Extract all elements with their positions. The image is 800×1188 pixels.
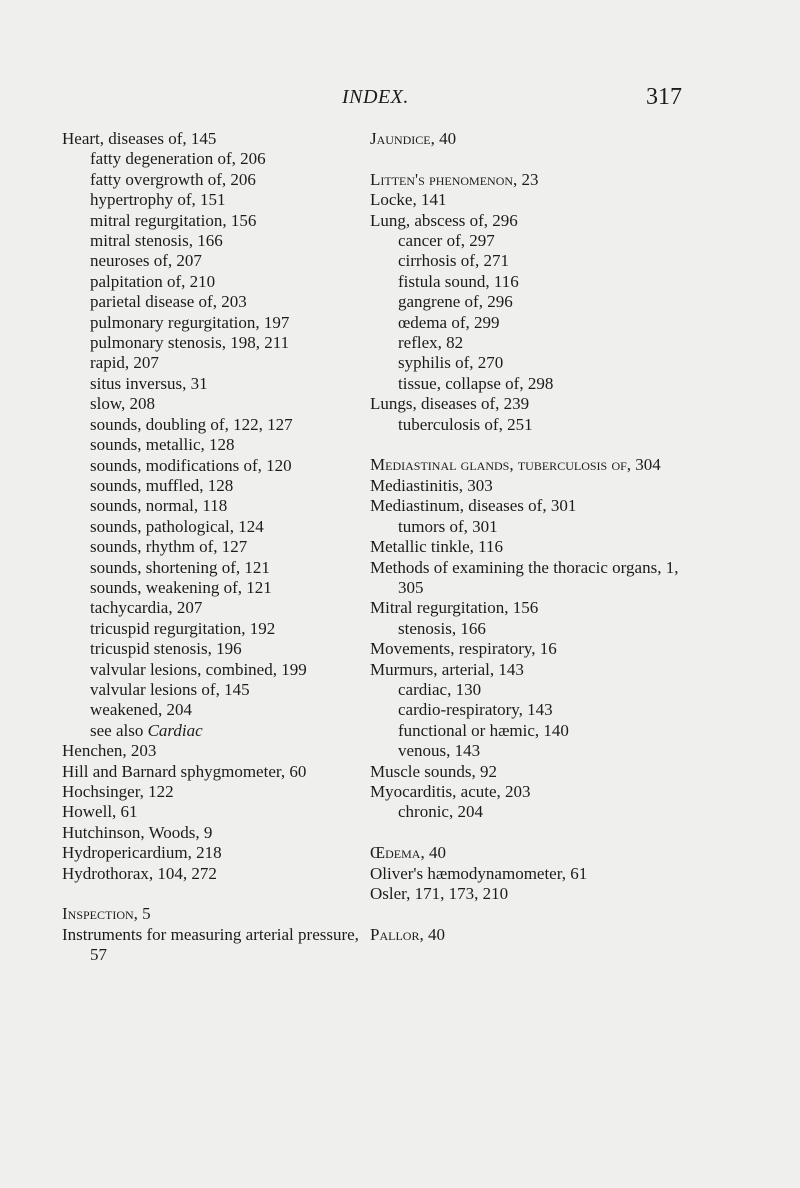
index-subentry: sounds, pathological, 124 — [90, 516, 264, 536]
index-subentry: chronic, 204 — [398, 802, 483, 822]
index-subentry: valvular lesions, combined, 199 — [90, 659, 307, 679]
index-subentry: gangrene of, 296 — [398, 292, 513, 312]
index-subentry: sounds, weakening of, 121 — [90, 577, 272, 597]
index-subentry: sounds, modifications of, 120 — [90, 455, 292, 475]
index-entry: Hill and Barnard sphygmometer, 60 — [62, 761, 307, 781]
index-see-also — [62, 721, 362, 741]
index-entry: Litten's phenomenon, 23 — [370, 169, 539, 189]
index-subentry: sounds, metallic, 128 — [90, 435, 235, 455]
index-entry: Hydropericardium, 218 — [62, 843, 222, 863]
index-subentry: tuberculosis of, 251 — [398, 414, 533, 434]
index-subentry: syphilis of, 270 — [398, 353, 504, 373]
index-entry: Hutchinson, Woods, 9 — [62, 822, 213, 842]
index-entry: Mitral regurgitation, 156 — [370, 598, 539, 618]
index-subentry: sounds, shortening of, 121 — [90, 557, 270, 577]
index-entry: Mediastinal glands, tuberculosis of, 304 — [370, 455, 661, 475]
index-subentry: sounds, doubling of, 122, 127 — [90, 414, 293, 434]
letter-gap — [62, 884, 362, 904]
index-entry: Movements, respiratory, 16 — [370, 639, 557, 659]
index-subentry: stenosis, 166 — [398, 618, 486, 638]
index-entry: Hydrothorax, 104, 272 — [62, 863, 217, 883]
letter-gap — [370, 904, 700, 924]
letter-gap — [370, 435, 700, 455]
index-subentry: cancer of, 297 — [398, 231, 495, 251]
index-subentry: palpitation of, 210 — [90, 271, 216, 291]
index-subentry: neuroses of, 207 — [90, 251, 202, 271]
left-column — [62, 129, 362, 966]
index-subentry: pulmonary stenosis, 198, 211 — [90, 333, 290, 353]
index-entry: Pallor, 40 — [370, 924, 445, 944]
index-subentry: sounds, muffled, 128 — [90, 475, 234, 495]
index-subentry: situs inversus, 31 — [90, 373, 208, 393]
index-subentry: valvular lesions of, 145 — [90, 679, 250, 699]
index-subentry: parietal disease of, 203 — [90, 292, 247, 312]
index-subentry: reflex, 82 — [398, 333, 464, 353]
index-entry: Methods of examining the thoracic organs, 1, 305 — [370, 557, 679, 597]
index-subentry: tissue, collapse of, 298 — [398, 373, 554, 393]
index-entry: Myocarditis, acute, 203 — [370, 781, 531, 801]
index-entry: Mediastinitis, 303 — [370, 475, 493, 495]
index-entry: Instruments for measuring arterial pressure, 57 — [62, 924, 359, 965]
index-entry: Howell, 61 — [62, 802, 138, 822]
index-subentry: rapid, 207 — [90, 353, 159, 373]
index-subentry: œdema of, 299 — [398, 312, 500, 332]
index-entry: Metallic tinkle, 116 — [370, 537, 503, 557]
index-entry: Muscle sounds, 92 — [370, 761, 498, 781]
index-entry: Jaundice, 40 — [370, 129, 457, 148]
index-entry: Murmurs, arterial, 143 — [370, 659, 524, 679]
index-entry: Lungs, diseases of, 239 — [370, 394, 530, 414]
index-entry: Inspection, 5 — [62, 904, 151, 924]
index-subentry: cardio-respiratory, 143 — [398, 700, 553, 720]
index-subentry: hypertrophy of, 151 — [90, 190, 226, 210]
index-subentry: cirrhosis of, 271 — [398, 251, 509, 271]
index-subentry: mitral regurgitation, 156 — [90, 210, 257, 230]
index-entry: Locke, 141 — [370, 190, 447, 210]
index-subentry: functional or hæmic, 140 — [398, 720, 569, 740]
index-subentry: tricuspid stenosis, 196 — [90, 639, 242, 659]
letter-gap — [370, 149, 700, 169]
index-subentry: weakened, 204 — [90, 700, 192, 720]
index-subentry: venous, 143 — [398, 741, 481, 761]
index-entry: Oliver's hæmodynamometer, 61 — [370, 863, 588, 883]
index-entry: Hochsinger, 122 — [62, 782, 174, 801]
index-subentry: fatty degeneration of, 206 — [90, 149, 266, 169]
see-also-target: Cardiac — [147, 720, 203, 740]
index-entry: Mediastinum, diseases of, 301 — [370, 496, 577, 516]
index-subentry: mitral stenosis, 166 — [90, 231, 223, 251]
running-head: INDEX. — [342, 86, 409, 108]
page-number: 317 — [646, 84, 682, 110]
index-subentry: fatty overgrowth of, 206 — [90, 169, 256, 189]
index-subentry: tachycardia, 207 — [90, 598, 203, 618]
index-subentry: fistula sound, 116 — [398, 271, 519, 291]
index-subentry: tricuspid regurgitation, 192 — [90, 618, 276, 638]
right-column — [370, 129, 700, 945]
index-subentry: sounds, normal, 118 — [90, 496, 228, 516]
index-subentry: cardiac, 130 — [398, 679, 482, 699]
index-entry: Heart, diseases of, 145 — [62, 129, 217, 148]
index-subentry: slow, 208 — [90, 394, 156, 414]
index-entry: Œdema, 40 — [370, 843, 446, 863]
see-also-label: see also — [90, 720, 144, 740]
index-subentry: tumors of, 301 — [398, 516, 498, 536]
index-entry: Lung, abscess of, 296 — [370, 210, 518, 230]
index-subentry: sounds, rhythm of, 127 — [90, 537, 248, 557]
letter-gap — [370, 823, 700, 843]
index-subentry: pulmonary regurgitation, 197 — [90, 312, 290, 332]
index-entry: Osler, 171, 173, 210 — [370, 883, 509, 903]
index-entry: Henchen, 203 — [62, 741, 157, 761]
